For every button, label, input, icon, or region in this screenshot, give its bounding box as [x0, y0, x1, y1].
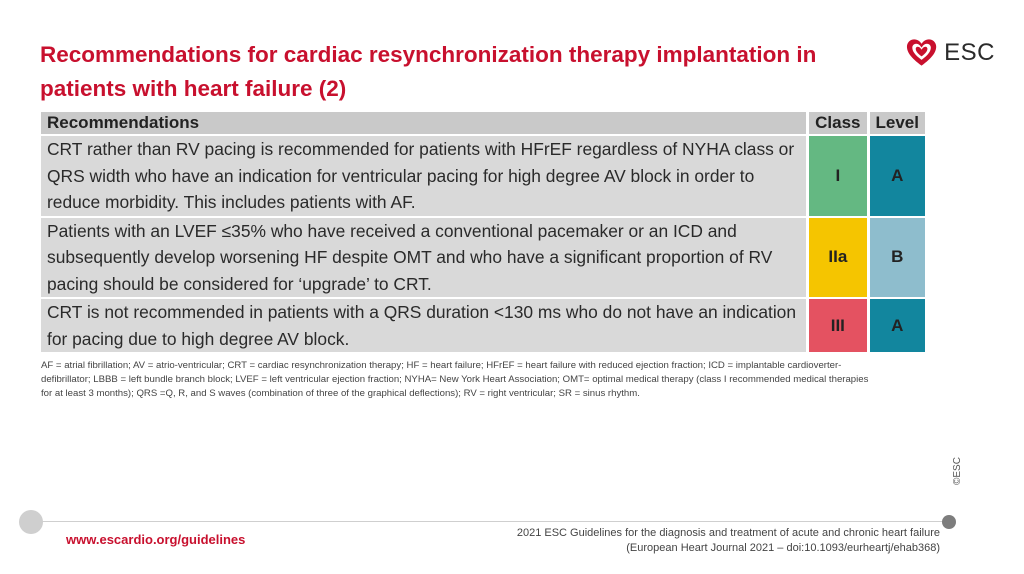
level-badge: A	[870, 136, 925, 216]
class-badge: III	[809, 299, 866, 352]
abbreviations-footnote: AF = atrial fibrillation; AV = atrio-ventricular; CRT = cardiac resynchronization therapy; HF = heart failure; HFrEF = heart failure with reduced ejection fraction; ICD = implantable cardioverter-defibrillator; LBBB = left bundle branch block; LVEF = left ventricular ejection fraction; NYHA= New York Heart Association; OMT= optimal medical therapy (class I recommended medical therapies for at least 3 months); QRS =Q, R, and S waves (combination of three of the graphical deflections); RV = right ventricular; SR = sinus rhythm.	[41, 360, 869, 399]
class-badge: IIa	[809, 218, 866, 298]
guidelines-link[interactable]: www.escardio.org/guidelines	[66, 532, 246, 547]
table-header-row	[41, 112, 925, 134]
recommendation-text: CRT is not recommended in patients with a QRS duration <130 ms who do not have an indication for pacing due to high degree AV block.	[41, 299, 806, 352]
copyright-notice: ©ESC	[952, 457, 963, 485]
decorative-dot-left	[19, 510, 43, 534]
table-row	[41, 218, 925, 298]
header-class: Class	[809, 112, 866, 134]
heart-logo-icon	[905, 36, 938, 70]
level-badge: A	[870, 299, 925, 352]
table-row	[41, 136, 925, 216]
header-recommendations: Recommendations	[41, 112, 806, 134]
table-row	[41, 299, 925, 352]
citation-line-1: 2021 ESC Guidelines for the diagnosis and treatment of acute and chronic heart failure	[516, 527, 940, 539]
esc-logo	[905, 36, 995, 70]
footer-divider	[32, 521, 950, 522]
citation	[517, 526, 940, 556]
recommendation-text: CRT rather than RV pacing is recommended for patients with HFrEF regardless of NYHA class or QRS width who have an indication for ventricular pacing for high degree AV block in order to reduce morbidity. This includes patients with AF.	[41, 136, 806, 216]
citation-line-2: (European Heart Journal 2021 – doi:10.1093/eurheartj/ehab368)	[626, 542, 940, 554]
slide-title: Recommendations for cardiac resynchronization therapy implantation in patients with heart failure (2)	[40, 42, 817, 101]
header-level: Level	[870, 112, 925, 134]
recommendations-table	[38, 110, 928, 354]
level-badge: B	[870, 218, 925, 298]
logo-text: ESC	[944, 39, 995, 66]
recommendation-text: Patients with an LVEF ≤35% who have received a conventional pacemaker or an ICD and subsequently develop worsening HF despite OMT and who have a significant proportion of RV pacing should be considered for ‘upgrade’ to CRT.	[41, 218, 806, 298]
decorative-dot-right	[942, 515, 956, 529]
class-badge: I	[809, 136, 866, 216]
